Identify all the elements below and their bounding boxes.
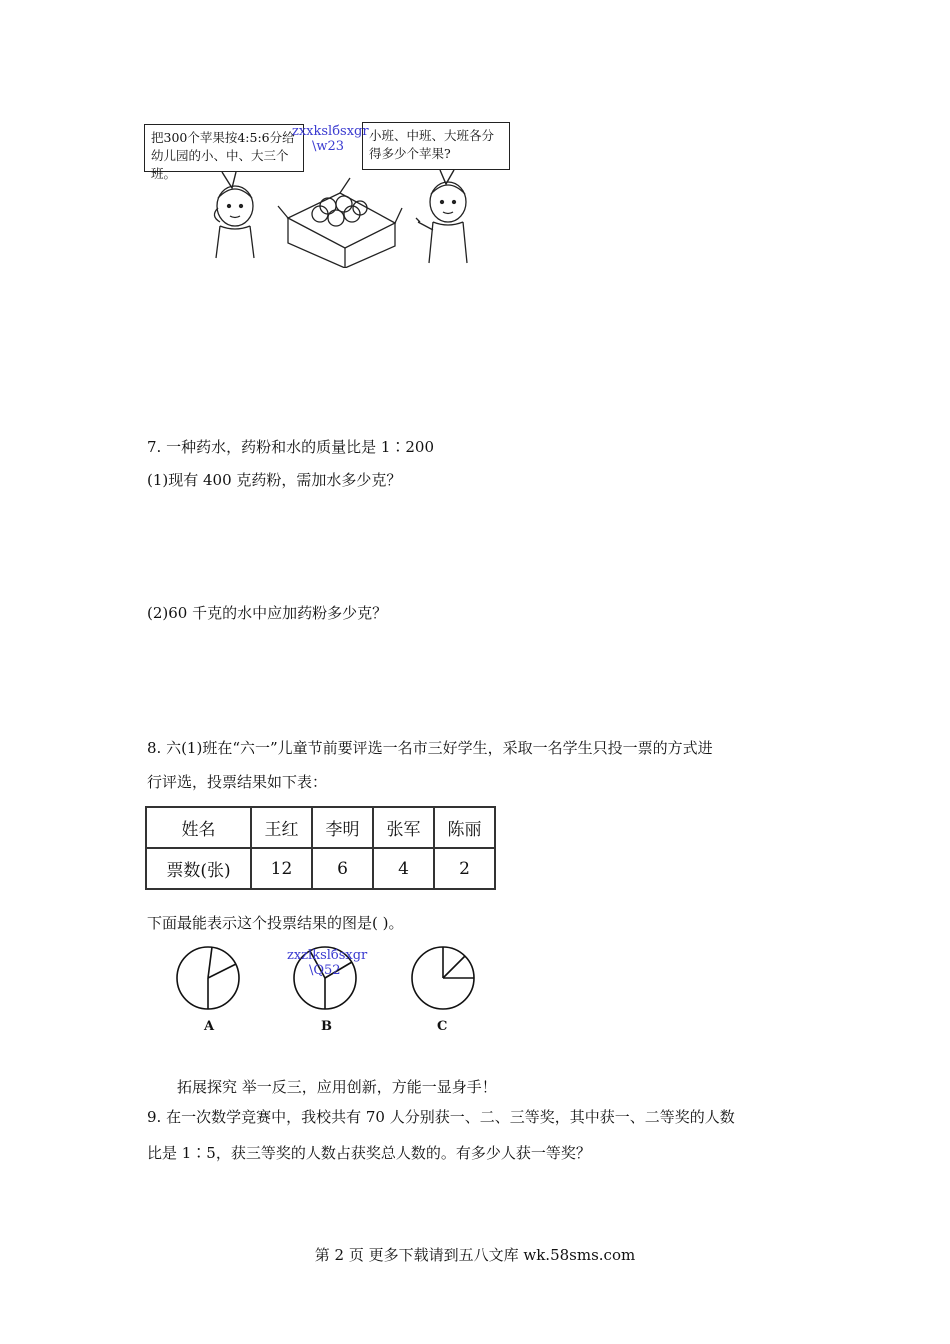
watermark-mid-line-1: zxzlkslбsxgr — [287, 948, 368, 963]
bubble-left-line-2: 幼儿园的小、中、大三个班。 — [151, 148, 289, 181]
q7-title: 7. 一种药水，药粉和水的质量比是 1∶200 — [147, 438, 435, 456]
pie-option-a — [177, 947, 239, 1009]
bubble-left-line-1: 把300个苹果按4:5:6分给 — [151, 130, 295, 145]
q9-line1: 9. 在一次数学竞赛中，我校共有 70 人分别获一、二、三等奖，其中获一、二等奖的人数 — [147, 1108, 735, 1126]
q8-question: 下面最能表示这个投票结果的图是( )。 — [147, 914, 404, 932]
table-row — [146, 848, 495, 889]
table-header-cell: 王红 — [251, 807, 312, 848]
watermark-mid — [287, 948, 367, 978]
bubble-right-line-1: 小班、中班、大班各分 — [369, 128, 495, 143]
vote-result-table — [145, 806, 496, 890]
q8-line2: 行评选，投票结果如下表： — [147, 773, 328, 791]
option-label-c: C — [437, 1019, 448, 1034]
table-row — [146, 807, 495, 848]
right-child-figure — [416, 182, 467, 263]
left-child-figure — [214, 186, 254, 258]
q7-part2: (2)60 千克的水中应加药粉多少克？ — [147, 604, 388, 622]
watermark-top-line-1: zxxkslбsxgr — [292, 124, 369, 139]
table-cell: 票数(张) — [146, 848, 251, 889]
q7-part1: (1)现有 400 克药粉，需加水多少克？ — [147, 471, 402, 489]
table-cell: 4 — [373, 848, 434, 889]
table-header-cell: 姓名 — [146, 807, 251, 848]
apple-illustration — [140, 118, 520, 268]
q8-line1: 8. 六(1)班在“六一”儿童节前要评选一名市三好学生，采取一名学生只投一票的方式进 — [147, 739, 713, 757]
table-header-cell: 陈丽 — [434, 807, 495, 848]
apple-box — [278, 178, 402, 268]
pie-option-c — [412, 947, 474, 1009]
option-label-a: A — [204, 1019, 215, 1034]
bubble-right-line-2: 得多少个苹果? — [369, 146, 451, 161]
watermark-top-line-2: \w23 — [312, 139, 345, 154]
extension-heading: 拓展探究 举一反三，应用创新，方能一显身手！ — [177, 1078, 497, 1096]
table-cell: 6 — [312, 848, 373, 889]
table-header-cell: 李明 — [312, 807, 373, 848]
kids-and-apple-box-drawing — [140, 118, 520, 268]
table-cell: 2 — [434, 848, 495, 889]
page-footer: 第 2 页 更多下载请到五八文库 wk.58sms.com — [314, 1246, 636, 1264]
watermark-mid-line-2: \Q52 — [309, 963, 341, 978]
q9-line2: 比是 1∶5，获三等奖的人数占获奖总人数的。有多少人获一等奖？ — [147, 1144, 591, 1162]
table-cell: 12 — [251, 848, 312, 889]
table-header-cell: 张军 — [373, 807, 434, 848]
option-label-b: B — [321, 1019, 332, 1034]
